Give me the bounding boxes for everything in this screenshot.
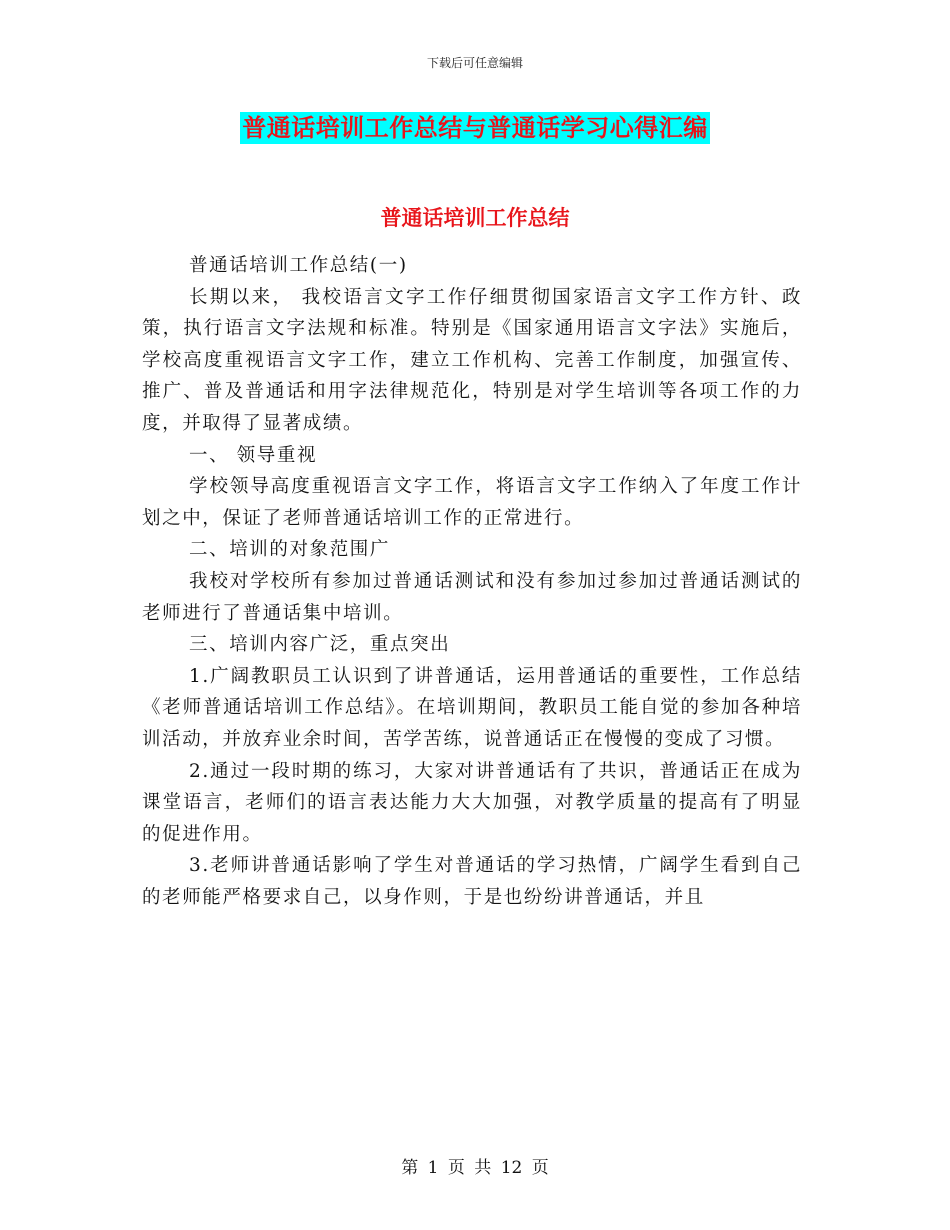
paragraph-scope: 我校对学校所有参加过普通话测试和没有参加过参加过普通话测试的老师进行了普通话集中培训。 — [142, 570, 802, 624]
paragraph-item-3: 3.老师讲普通话影响了学生对普通话的学习热情，广阔学生看到自己的老师能严格要求自己，以身作则，于是也纷纷讲普通话，并且 — [142, 855, 802, 908]
paragraph-item-2: 2.通过一段时期的练习，大家对讲普通话有了共识，普通话正在成为课堂语言，老师们的语言表达能力大大加强，对教学质量的提高有了明显的促进作用。 — [142, 760, 802, 845]
document-body — [142, 250, 802, 913]
paragraph-intro: 长期以来， 我校语言文字工作仔细贯彻国家语言文字工作方针、政策，执行语言文字法规和标准。特别是《国家通用语言文字法》实施后，学校高度重视语言文字工作，建立工作机构、完善工作制度，加强宣传、推广、普及普通话和用字法律规范化，特别是对学生培训等各项工作的力度，并取得了显著成绩。 — [142, 286, 802, 434]
heading-content: 三、培训内容广泛，重点突出 — [189, 634, 451, 656]
paragraph-leadership: 学校领导高度重视语言文字工作，将语言文字工作纳入了年度工作计划之中，保证了老师普通话培训工作的正常进行。 — [142, 476, 802, 529]
section-title: 普通话培训工作总结 — [380, 205, 570, 230]
page-footer: 第 1 页 共 12 页 — [401, 1158, 549, 1178]
main-title: 普通话培训工作总结与普通话学习心得汇编 — [242, 113, 708, 142]
main-title-container — [0, 112, 950, 144]
paragraph-item-1: 1.广阔教职员工认识到了讲普通话，运用普通话的重要性，工作总结《老师普通话培训工作总结》。在培训期间，教职员工能自觉的参加各种培训活动，并放弃业余时间，苦学苦练，说普通话正在慢慢的变成了习惯。 — [142, 665, 802, 750]
subheading-part-one: 普通话培训工作总结(一) — [189, 255, 408, 276]
heading-leadership: 一、 领导重视 — [189, 444, 318, 466]
heading-scope: 二、培训的对象范围广 — [189, 539, 391, 561]
header-note: 下载后可任意编辑 — [426, 56, 523, 70]
